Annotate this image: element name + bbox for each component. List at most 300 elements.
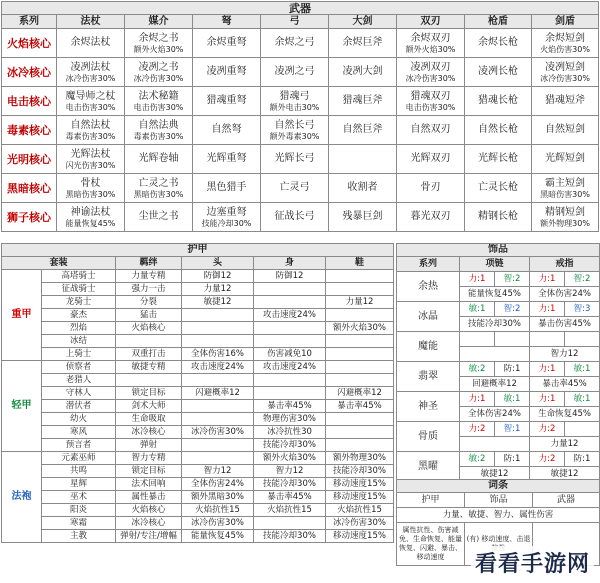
- weapon-name: 光辉短剑: [545, 153, 586, 164]
- ornament-row: [397, 302, 600, 317]
- armor-cell: 闪避概率12: [326, 387, 394, 400]
- ornament-affix: 敏捷12: [460, 467, 530, 482]
- weapons-row: [2, 87, 599, 116]
- weapons-row: [2, 174, 599, 203]
- weapons-cell: [329, 174, 397, 203]
- ornament-stat: 力:1: [530, 362, 565, 377]
- weapon-name: 凌冽短剑: [545, 61, 586, 73]
- weapons-series-label: 冰冷核心: [2, 58, 57, 87]
- armor-cell: 主教: [42, 530, 116, 543]
- ornament-stat: 敏:2: [460, 452, 495, 467]
- armor-cell: [254, 374, 326, 387]
- weapons-cell: [125, 174, 193, 203]
- armor-row: [2, 361, 394, 374]
- weapons-cell: [397, 145, 465, 174]
- armor-cell: 双重打击: [116, 348, 182, 361]
- weapons-cell: [532, 203, 599, 232]
- armor-cell: 技能冷却30%: [326, 465, 394, 478]
- armor-cell: [116, 335, 182, 348]
- weapons-cell: [532, 174, 599, 203]
- armor-cell: 伤害减免10: [254, 348, 326, 361]
- weapons-cell: [193, 174, 261, 203]
- armor-cell: [326, 413, 394, 426]
- armor-col-header: 羁绊: [116, 257, 182, 270]
- armor-cell: [116, 374, 182, 387]
- weapons-table: [1, 1, 599, 232]
- ornament-stat: 防:1: [495, 452, 530, 467]
- armor-cell: 上骑士: [42, 348, 116, 361]
- affix-header-weapon: 武器: [533, 493, 600, 508]
- weapon-affix: 额外毒素30%: [269, 131, 320, 141]
- armor-cell: 智力12: [254, 465, 326, 478]
- weapons-cell: [125, 29, 193, 58]
- armor-cell: [182, 335, 254, 348]
- weapons-cell: [261, 58, 329, 87]
- weapon-name: 霸主短剑: [545, 177, 586, 189]
- armor-table: [1, 243, 394, 543]
- ornament-row: [397, 422, 600, 437]
- weapons-title: 武器: [2, 2, 599, 15]
- weapon-affix: 额外电击30%: [269, 102, 320, 112]
- ornament-stat: [565, 422, 600, 437]
- weapon-name: 征战长弓: [274, 211, 315, 222]
- weapon-name: 凌冽重弩: [206, 66, 247, 77]
- weapon-name: 猎魂巨斧: [342, 95, 383, 106]
- armor-row: [2, 296, 394, 309]
- ornament-stat: 防:1: [495, 362, 530, 377]
- weapon-affix: 冰冷伤害30%: [405, 73, 456, 83]
- armor-cell: 星辉: [42, 478, 116, 491]
- weapons-cell: [465, 87, 532, 116]
- ornament-col-header: 戒指: [530, 257, 600, 272]
- weapon-name: 光辉卷轴: [138, 153, 179, 164]
- affix-header-armor: 护甲: [397, 493, 465, 508]
- ornament-series-label: 骨质: [397, 422, 460, 452]
- armor-cell: [182, 322, 254, 335]
- ornament-stat: 敏:2: [460, 362, 495, 377]
- ornaments-header-row: [397, 257, 600, 272]
- weapon-name: 精钢短剑: [545, 206, 586, 218]
- armor-row: [2, 491, 394, 504]
- armor-cell: 老猎人: [42, 374, 116, 387]
- armor-row: [2, 387, 394, 400]
- weapons-row: [2, 58, 599, 87]
- ornament-stat: 智:2: [565, 272, 600, 287]
- ornament-stat: 力:1: [530, 272, 565, 287]
- armor-cell: 物理伤害30%: [254, 413, 326, 426]
- ornament-series-label: 翡翠: [397, 362, 460, 392]
- weapons-cell: [125, 58, 193, 87]
- ornament-row: [397, 362, 600, 377]
- weapon-name: 边塞重弩: [206, 206, 247, 218]
- armor-cell: 暴击率45%: [326, 400, 394, 413]
- weapons-series-label: 黑暗核心: [2, 174, 57, 203]
- armor-cell: 巫术: [42, 491, 116, 504]
- armor-row: [2, 439, 394, 452]
- armor-row: [2, 270, 394, 283]
- weapon-affix: 能量恢复45%: [65, 218, 116, 228]
- weapon-name: 余烬短剑: [545, 32, 586, 44]
- weapons-row: [2, 116, 599, 145]
- armor-cell: 冰冷伤害30%: [326, 517, 394, 530]
- ornament-stat: 防:1: [565, 452, 600, 467]
- weapon-name: 凌冽双刃: [410, 61, 451, 73]
- ornament-stat: 力:2: [530, 422, 565, 437]
- armor-cell: 火焰核心: [116, 322, 182, 335]
- weapon-name: 暮光双刃: [410, 211, 451, 222]
- weapons-row: [2, 203, 599, 232]
- armor-cell: [326, 348, 394, 361]
- weapon-name: 凌冽法杖: [70, 61, 111, 73]
- armor-cell: [182, 439, 254, 452]
- site-watermark: 看看手游网: [471, 546, 594, 579]
- ornament-affix: 技能冷却30%: [460, 317, 530, 332]
- armor-cell: 火焰抗性15: [326, 504, 394, 517]
- ornament-row: [397, 392, 600, 407]
- armor-cell: 额外火焰30%: [254, 452, 326, 465]
- armor-cell: 冰冷核心: [116, 426, 182, 439]
- weapons-header-row: [2, 15, 599, 29]
- weapons-cell: [193, 116, 261, 145]
- armor-cell: 冰冷伤害30%: [182, 517, 254, 530]
- armor-cell: 闪避概率12: [182, 387, 254, 400]
- armor-cell: [326, 361, 394, 374]
- ornament-stat: 力:1: [460, 392, 495, 407]
- ornament-series-label: 魔能: [397, 332, 460, 362]
- weapon-name: 自然短剑: [545, 124, 586, 135]
- weapon-affix: 冰冷伤害30%: [65, 73, 116, 83]
- ornament-stat: [495, 332, 530, 347]
- ornament-series-label: 余热: [397, 272, 460, 302]
- armor-cell: 移动速度15%: [326, 491, 394, 504]
- weapons-cell: [261, 174, 329, 203]
- weapons-cell: [57, 29, 125, 58]
- armor-cell: 生命吸取: [116, 413, 182, 426]
- weapon-affix: 额外火焰30%: [405, 44, 456, 54]
- ornament-affix: 全体伤害24%: [460, 407, 530, 422]
- weapons-cell: [329, 116, 397, 145]
- ornament-stat: 力:2: [460, 422, 495, 437]
- armor-row: [2, 322, 394, 335]
- ornament-affix: 全体伤害24%: [530, 287, 600, 302]
- weapons-cell: [57, 145, 125, 174]
- ornament-affix: 暴击伤害45%: [530, 317, 600, 332]
- armor-cell: 龙骑士: [42, 296, 116, 309]
- weapon-name: 光辉长枪: [478, 153, 518, 164]
- weapon-name: 亡灵之书: [138, 177, 179, 189]
- weapon-name: 凌冽长枪: [478, 66, 518, 77]
- armor-cell: [326, 335, 394, 348]
- armor-row: [2, 413, 394, 426]
- armor-cell: [254, 296, 326, 309]
- armor-cell: [254, 335, 326, 348]
- armor-cell: [326, 374, 394, 387]
- ornament-stat: 力:1: [530, 392, 565, 407]
- weapons-col-header: 枪盾: [465, 15, 532, 29]
- weapons-cell: [261, 29, 329, 58]
- armor-cell: 烈焰: [42, 322, 116, 335]
- affix-ornament-note: (有) 移动速度、击退: [465, 523, 533, 566]
- weapon-affix: 冰冷伤害30%: [540, 73, 590, 83]
- weapon-name: 凌冽之弓: [274, 66, 315, 77]
- ornament-stat: 敏:1: [565, 392, 600, 407]
- weapon-name: 神谕法杖: [70, 206, 111, 218]
- weapons-cell: [57, 87, 125, 116]
- armor-cell: [182, 400, 254, 413]
- armor-cell: 力量12: [326, 296, 394, 309]
- weapons-cell: [125, 145, 193, 174]
- weapons-cell: [193, 29, 261, 58]
- armor-cell: 防御12: [254, 270, 326, 283]
- armor-cell: 属性暴击: [116, 491, 182, 504]
- armor-cell: 技能冷却30%: [254, 439, 326, 452]
- weapons-cell: [261, 145, 329, 174]
- armor-col-header: 身: [254, 257, 326, 270]
- armor-class-label: 轻甲: [2, 361, 42, 452]
- weapon-name: 余烬重弩: [206, 37, 247, 48]
- armor-cell: [182, 413, 254, 426]
- weapon-affix: 毒素伤害30%: [65, 131, 116, 141]
- weapons-cell: [329, 87, 397, 116]
- armor-cell: 攻击速度24%: [182, 361, 254, 374]
- armor-cell: 暴击率45%: [254, 400, 326, 413]
- armor-cell: 额外物理30%: [326, 452, 394, 465]
- weapon-name: 亡灵长枪: [478, 182, 518, 193]
- ornament-series-label: 黑曜: [397, 452, 460, 482]
- weapon-affix: 电击伤害30%: [405, 102, 456, 112]
- armor-cell: 技能冷却30%: [254, 530, 326, 543]
- ornament-stat: 敏:1: [460, 302, 495, 317]
- ornament-affix: [460, 437, 530, 452]
- weapon-name: 骨刃: [420, 182, 441, 193]
- armor-cell: [182, 309, 254, 322]
- weapon-name: 残暴巨剑: [342, 211, 383, 222]
- ornament-affix: [460, 347, 530, 362]
- affix-header-ornament: 饰品: [465, 493, 533, 508]
- weapons-cell: [532, 58, 599, 87]
- ornament-stat: 智:3: [565, 302, 600, 317]
- weapon-affix: 额外火焰30%: [133, 44, 184, 54]
- armor-cell: 防御12: [182, 270, 254, 283]
- armor-cell: [182, 374, 254, 387]
- weapon-name: 余烬法杖: [70, 37, 111, 48]
- armor-cell: 寒霜: [42, 517, 116, 530]
- affix-common-line: 力量、敏捷、智力、属性伤害: [397, 508, 600, 523]
- weapons-row: [2, 29, 599, 58]
- ornament-stat: 力:1: [460, 272, 495, 287]
- weapon-name: 余烬之弓: [274, 37, 315, 48]
- armor-cell: [182, 452, 254, 465]
- weapons-cell: [261, 87, 329, 116]
- armor-cell: 冰冷伤害30%: [182, 426, 254, 439]
- armor-row: [2, 504, 394, 517]
- ornaments-table: [396, 243, 600, 482]
- weapon-affix: 额外物理30%: [540, 218, 590, 228]
- armor-cell: 冰冷核心: [116, 517, 182, 530]
- weapon-name: 收割者: [347, 182, 378, 193]
- armor-class-label: 重甲: [2, 270, 42, 361]
- armor-cell: 能量恢复45%: [182, 530, 254, 543]
- weapon-name: 光辉重弩: [206, 153, 247, 164]
- weapons-row: [2, 145, 599, 174]
- weapon-name: 余烬长枪: [478, 37, 518, 48]
- armor-cell: [254, 387, 326, 400]
- armor-cell: 元素巫师: [42, 452, 116, 465]
- weapons-cell: [397, 87, 465, 116]
- weapons-cell: [532, 145, 599, 174]
- ornament-series-label: 冰晶: [397, 302, 460, 332]
- armor-cell: 全体伤害24%: [182, 478, 254, 491]
- armor-cell: 智力12: [182, 465, 254, 478]
- ornament-row: [397, 452, 600, 467]
- ornament-col-header: 系列: [397, 257, 460, 272]
- armor-cell: 豪杰: [42, 309, 116, 322]
- ornament-affix: 能量恢复45%: [460, 287, 530, 302]
- weapon-affix: 毒素伤害30%: [133, 131, 184, 141]
- weapon-name: 光辉双刃: [410, 153, 451, 164]
- weapons-cell: [397, 174, 465, 203]
- armor-cell: 敏捷专精: [116, 361, 182, 374]
- armor-cell: 弹射: [116, 439, 182, 452]
- weapon-affix: 黑暗伤害30%: [65, 189, 116, 199]
- ornament-stat: [565, 332, 600, 347]
- ornament-series-label: 神圣: [397, 392, 460, 422]
- weapons-series-label: 电击核心: [2, 87, 57, 116]
- weapon-name: 自然巨斧: [342, 124, 383, 135]
- weapon-affix: 冰冷伤害30%: [133, 73, 184, 83]
- weapons-cell: [465, 174, 532, 203]
- weapons-cell: [465, 58, 532, 87]
- armor-row: [2, 309, 394, 322]
- weapon-affix: 电击伤害30%: [133, 102, 184, 112]
- ornament-row: [397, 332, 600, 347]
- armor-cell: [326, 309, 394, 322]
- armor-cell: 力量12: [182, 283, 254, 296]
- armor-cell: 技能冷却30%: [254, 478, 326, 491]
- weapons-cell: [261, 116, 329, 145]
- armor-cell: 幼火: [42, 413, 116, 426]
- armor-cell: [326, 270, 394, 283]
- armor-cell: 预言者: [42, 439, 116, 452]
- weapons-col-header: 剑盾: [532, 15, 599, 29]
- armor-header-row: [2, 257, 394, 270]
- armor-cell: 分裂: [116, 296, 182, 309]
- armor-row: [2, 348, 394, 361]
- ornament-stat: 智:1: [495, 422, 530, 437]
- weapons-cell: [125, 87, 193, 116]
- ornament-stat: 智:2: [495, 302, 530, 317]
- weapon-affix: 火焰伤害30%: [540, 44, 590, 54]
- ornament-col-header: 项链: [460, 257, 530, 272]
- armor-row: [2, 426, 394, 439]
- weapon-name: 法术秘籍: [138, 90, 179, 102]
- armor-cell: 阳炎: [42, 504, 116, 517]
- weapon-name: 余烬双刃: [410, 32, 451, 44]
- weapon-name: 自然双刃: [410, 124, 451, 135]
- ornaments-title: 饰品: [397, 244, 600, 257]
- armor-col-header: 鞋: [326, 257, 394, 270]
- armor-cell: [254, 283, 326, 296]
- armor-row: [2, 283, 394, 296]
- armor-cell: 攻击速度24%: [254, 361, 326, 374]
- armor-class-label: 法袍: [2, 452, 42, 543]
- weapon-name: 猎魂长枪: [478, 95, 518, 106]
- weapons-cell: [193, 203, 261, 232]
- weapons-cell: [329, 203, 397, 232]
- weapon-affix: 技能冷却30%: [201, 218, 252, 228]
- weapon-name: 骨杖: [80, 177, 101, 189]
- weapon-name: 自然弩: [211, 124, 242, 135]
- weapons-cell: [329, 29, 397, 58]
- armor-cell: 共鸣: [42, 465, 116, 478]
- weapons-cell: [465, 116, 532, 145]
- weapons-cell: [57, 116, 125, 145]
- ornament-affix: 回避概率12: [460, 377, 530, 392]
- weapons-cell: [125, 203, 193, 232]
- armor-cell: [326, 426, 394, 439]
- weapon-name: 亡灵弓: [279, 182, 310, 193]
- weapons-cell: [532, 87, 599, 116]
- weapon-name: 黑色猎手: [206, 182, 247, 193]
- weapons-cell: [57, 58, 125, 87]
- armor-cell: 剑术大师: [116, 400, 182, 413]
- ornament-stat: [530, 332, 565, 347]
- armor-row: [2, 478, 394, 491]
- weapons-series-label: 狮子核心: [2, 203, 57, 232]
- affix-armor-note: 属性抗性、伤害减免、生命恢复、能量恢复、闪避、暴击、移动速度: [397, 523, 465, 566]
- weapons-cell: [57, 203, 125, 232]
- armor-title: 护甲: [2, 244, 394, 257]
- weapon-name: 猎魂短斧: [545, 95, 586, 106]
- weapons-cell: [397, 203, 465, 232]
- weapon-affix: 闪光伤害30%: [65, 160, 116, 170]
- armor-cell: 冰结: [42, 335, 116, 348]
- armor-cell: 额外火焰30%: [326, 322, 394, 335]
- weapons-series-label: 光明核心: [2, 145, 57, 174]
- weapon-name: 魔导师之杖: [65, 90, 116, 102]
- weapons-col-header: 弓: [261, 15, 329, 29]
- weapons-cell: [57, 174, 125, 203]
- weapons-col-header: 双刃: [397, 15, 465, 29]
- weapon-name: 凌冽大剑: [342, 66, 383, 77]
- weapons-cell: [329, 145, 397, 174]
- weapon-name: 自然法典: [138, 119, 179, 131]
- armor-row: [2, 400, 394, 413]
- armor-cell: [326, 283, 394, 296]
- armor-col-header: 套装: [2, 257, 116, 270]
- weapon-name: 自然长弓: [274, 119, 315, 131]
- weapon-affix: 黑暗伤害30%: [133, 189, 184, 199]
- armor-cell: [326, 439, 394, 452]
- armor-cell: 额外黑暗30%: [182, 491, 254, 504]
- armor-cell: 攻击速度24%: [254, 309, 326, 322]
- armor-row: [2, 530, 394, 543]
- armor-cell: 侦察者: [42, 361, 116, 374]
- armor-row: [2, 335, 394, 348]
- armor-cell: 高塔骑士: [42, 270, 116, 283]
- ornament-affix: 力量12: [530, 437, 600, 452]
- weapon-name: 光辉长弓: [274, 153, 315, 164]
- weapon-name: 猎魂重弩: [206, 95, 247, 106]
- armor-row: [2, 517, 394, 530]
- armor-cell: 锁定目标: [116, 465, 182, 478]
- armor-cell: 移动速度15%: [326, 530, 394, 543]
- weapon-name: 猎魂双刃: [410, 90, 451, 102]
- weapons-cell: [329, 58, 397, 87]
- ornament-affix: 智力12: [530, 347, 600, 362]
- armor-cell: 征战骑士: [42, 283, 116, 296]
- armor-cell: 守林人: [42, 387, 116, 400]
